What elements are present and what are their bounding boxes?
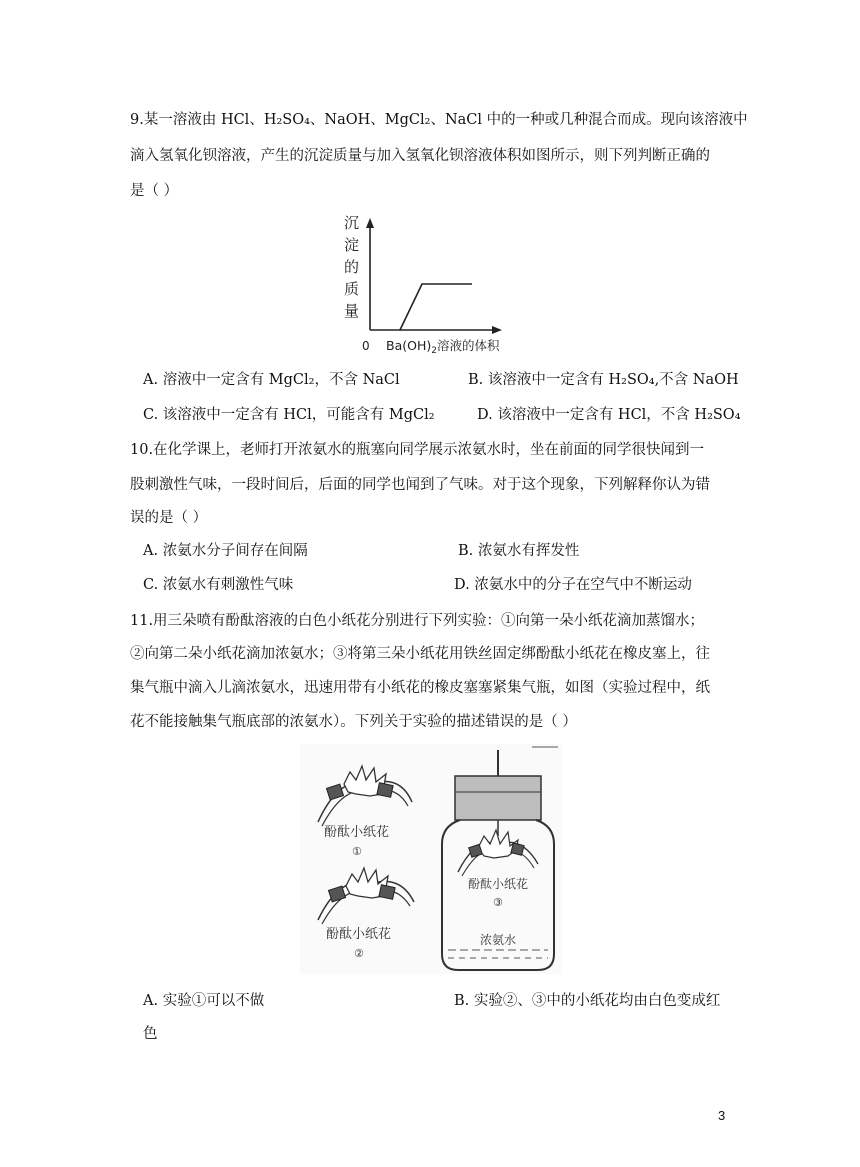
flower-3-label: 酚酞小纸花 xyxy=(468,877,529,891)
chart-ylabel-char-2: 淀 xyxy=(344,236,360,254)
q10-line-3: 误的是（ ） xyxy=(130,510,208,526)
q9-line-2: 滴入氢氧化钡溶液，产生的沉淀质量与加入氢氧化钡溶液体积如图所示，则下列判断正确的 xyxy=(130,148,710,164)
q10-option-a: A. 浓氨水分子间存在间隔 xyxy=(143,543,308,559)
chart-y-arrow xyxy=(366,218,374,228)
q10-option-c: C. 浓氨水有刺激性气味 xyxy=(143,577,294,593)
q10-option-b: B. 浓氨水有挥发性 xyxy=(458,543,580,559)
q9-option-d: D. 该溶液中一定含有 HCl，不含 H₂SO₄ xyxy=(477,407,741,423)
q9-option-c: C. 该溶液中一定含有 HCl，可能含有 MgCl₂ xyxy=(143,407,435,423)
q11-line-2: ②向第二朵小纸花滴加浓氨水；③将第三朵小纸花用铁丝固定绑酚酞小纸花在橡皮塞上，往 xyxy=(130,646,710,662)
q11-line-1: 11.用三朵喷有酚酞溶液的白色小纸花分别进行下列实验：①向第一朵小纸花滴加蒸馏水； xyxy=(130,613,705,629)
q11-option-b-continued: 色 xyxy=(143,1026,158,1042)
q10-option-d: D. 浓氨水中的分子在空气中不断运动 xyxy=(454,577,692,593)
rubber-stopper xyxy=(455,776,541,820)
chart-precipitate-curve xyxy=(400,284,472,330)
q11-option-b: B. 实验②、③中的小纸花均由白色变成红 xyxy=(454,993,721,1009)
flower-1-label: 酚酞小纸花 xyxy=(324,825,390,840)
q9-line-3: 是（ ） xyxy=(130,183,179,199)
chart-origin-label: 0 xyxy=(362,339,370,353)
chart-ylabel-char-5: 量 xyxy=(344,302,360,320)
q9-option-a: A. 溶液中一定含有 MgCl₂，不含 NaCl xyxy=(143,372,400,388)
flower-3-mark: ③ xyxy=(493,896,503,909)
q10-line-1: 10.在化学课上，老师打开浓氨水的瓶塞向同学展示浓氨水时，坐在前面的同学很快闻到一 xyxy=(130,442,705,458)
flower-2-mark: ② xyxy=(354,947,364,960)
chart-xlabel: $Ba(OH)_2$溶液的体积 xyxy=(386,338,500,356)
flower-1-mark: ① xyxy=(352,845,362,858)
chart-ylabel-char-1: 沉 xyxy=(344,214,360,232)
experiment-figure xyxy=(300,744,562,974)
chart-x-arrow xyxy=(492,326,502,334)
precipitate-chart xyxy=(338,210,528,358)
q11-option-a: A. 实验①可以不做 xyxy=(143,993,265,1009)
q11-line-4: 花不能接触集气瓶底部的浓氨水）。下列关于实验的描述错误的是（ ） xyxy=(130,714,577,730)
chart-ylabel-char-4: 质 xyxy=(344,280,360,298)
q10-line-2: 股刺激性气味，一段时间后，后面的同学也闻到了气味。对于这个现象，下列解释你认为错 xyxy=(130,477,710,493)
q9-line-1: 9.某一溶液由 HCl、H₂SO₄、NaOH、MgCl₂、NaCl 中的一种或几种混合而成。现向该溶液中 xyxy=(130,112,748,128)
page-number: 3 xyxy=(718,1108,726,1123)
q11-line-3: 集气瓶中滴入儿滴浓氨水，迅速用带有小纸花的橡皮塞塞紧集气瓶，如图（实验过程中，纸 xyxy=(130,680,710,696)
flower-2-label: 酚酞小纸花 xyxy=(326,927,392,942)
q9-option-b: B. 该溶液中一定含有 H₂SO₄,不含 NaOH xyxy=(468,372,739,388)
ammonia-label: 浓氨水 xyxy=(480,933,517,947)
chart-ylabel-char-3: 的 xyxy=(344,258,360,276)
